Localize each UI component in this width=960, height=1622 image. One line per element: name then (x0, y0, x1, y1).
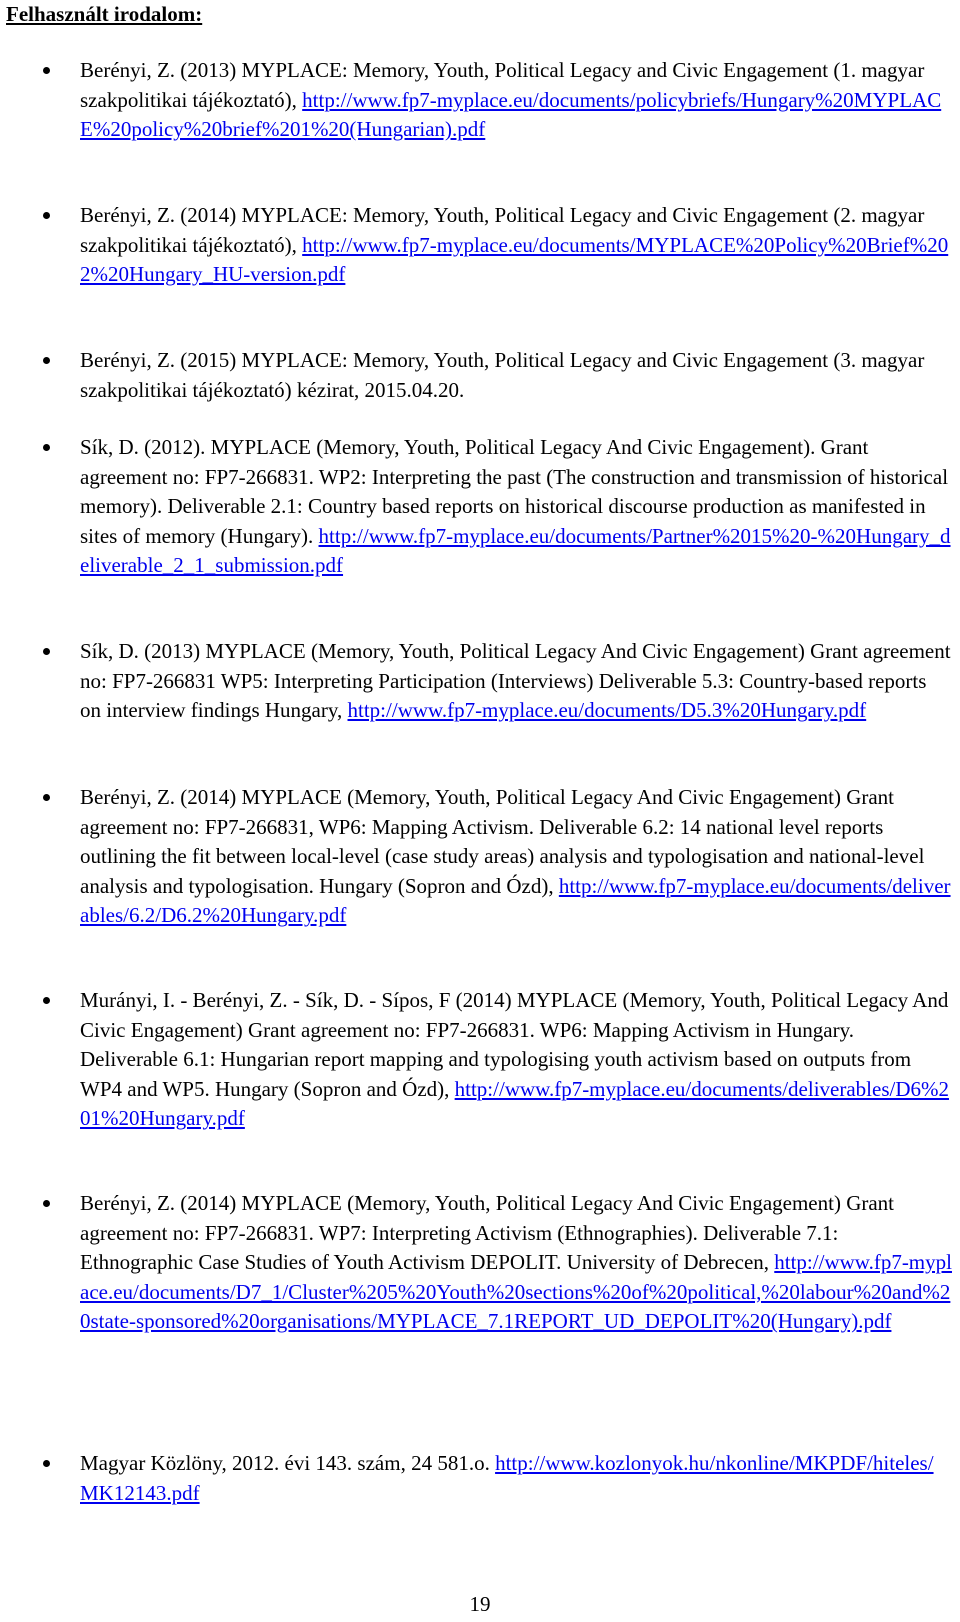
reference-text: Berényi, Z. (2013) MYPLACE: Memory, Youth, Political Legacy and Civic Engagement (1. magyar szakpolitikai tájékoztató), (80, 58, 925, 112)
reference-item (80, 346, 952, 405)
bullet-icon (43, 794, 50, 801)
reference-item (80, 201, 952, 290)
bullet-icon (43, 212, 50, 219)
reference-text: Murányi, I. - Berényi, Z. - Sík, D. - Sípos, F (2014) MYPLACE (Memory, Youth, Political Legacy And Civic Engagement) Grant agreement no: FP7-266831. WP6: Mapping Activism in Hungary. Deliverable 6.1: Hungarian report mapping and typologising youth activism based on outputs from WP4 and WP5. Hungary (Sopron and Ózd), (80, 988, 949, 1101)
reference-item (80, 56, 952, 145)
reference-text: Berényi, Z. (2015) MYPLACE: Memory, Youth, Political Legacy and Civic Engagement (3. magyar szakpolitikai tájékoztató) kézirat, 2015.04.20. (80, 348, 925, 402)
reference-text: Berényi, Z. (2014) MYPLACE (Memory, Youth, Political Legacy And Civic Engagement) Grant agreement no: FP7-266831, WP6: Mapping Activism. Deliverable 6.2: 14 national level reports outlining the fit between local-level (case study areas) analysis and typologisation and national-level analysis and typologisation. Hungary (Sopron and Ózd), (80, 785, 925, 898)
bullet-icon (43, 67, 50, 74)
page-heading: Felhasznált irodalom: (6, 2, 203, 26)
reference-link[interactable]: http://www.kozlonyok.hu/nkonline/MKPDF/hiteles/MK12143.pdf (80, 1451, 934, 1505)
reference-link[interactable]: http://www.fp7-myplace.eu/documents/deliverables/D6%201%20Hungary.pdf (80, 1076, 949, 1131)
reference-text: Sík, D. (2013) MYPLACE (Memory, Youth, Political Legacy And Civic Engagement) Grant agreement no: FP7-266831 WP5: Interpreting Participation (Interviews) Deliverable 5.3: Country-based reports on interview findings Hungary, (80, 639, 951, 723)
bullet-icon (43, 648, 50, 655)
reference-item (80, 1189, 952, 1337)
reference-link[interactable]: http://www.fp7-myplace.eu/documents/policybriefs/Hungary%20MYPLACE%20policy%20brief%201%20(Hungarian).pdf (80, 87, 942, 142)
reference-link[interactable]: http://www.fp7-myplace.eu/documents/MYPLACE%20Policy%20Brief%202%20Hungary_HU-version.pdf (80, 232, 949, 287)
reference-text: Sík, D. (2012). MYPLACE (Memory, Youth, Political Legacy And Civic Engagement). Grant agreement no: FP7-266831. WP2: Interpreting the past (The construction and transmission of historical memory). Deliverable 2.1: Country based reports on historical discourse production as manifested in sites of memory (Hungary). (80, 435, 949, 548)
reference-item (80, 433, 952, 581)
reference-item (80, 986, 952, 1134)
bullet-icon (43, 1200, 50, 1207)
reference-text: Berényi, Z. (2014) MYPLACE (Memory, Youth, Political Legacy And Civic Engagement) Grant agreement no: FP7-266831. WP7: Interpreting Activism (Ethnographies). Deliverable 7.1: Ethnographic Case Studies of Youth Activism DEPOLIT. University of Debrecen, (80, 1191, 895, 1275)
reference-item (80, 1449, 952, 1508)
reference-link[interactable]: http://www.fp7-myplace.eu/documents/Partner%2015%20-%20Hungary_deliverable_2_1_submission.pdf (80, 523, 951, 578)
page-number: 19 (469, 1592, 491, 1616)
reference-text: Berényi, Z. (2014) MYPLACE: Memory, Youth, Political Legacy and Civic Engagement (2. magyar szakpolitikai tájékoztató), (80, 203, 925, 257)
bullet-icon (43, 997, 50, 1004)
reference-link[interactable]: http://www.fp7-myplace.eu/documents/D5.3%20Hungary.pdf (347, 698, 867, 723)
reference-link[interactable]: http://www.fp7-myplace.eu/documents/D7_1/Cluster%205%20Youth%20sections%20of%20political,%20labour%20and%20state-sponsored%20organisations/MYPLACE_7.1REPORT_UD_DEPOLIT%20(Hungary).pdf (80, 1250, 952, 1334)
reference-text: Magyar Közlöny, 2012. évi 143. szám, 24 581.o. (80, 1451, 496, 1475)
reference-item (80, 783, 952, 931)
reference-link[interactable]: http://www.fp7-myplace.eu/documents/deliverables/6.2/D6.2%20Hungary.pdf (80, 873, 951, 928)
bullet-icon (43, 357, 50, 364)
bullet-icon (43, 1460, 50, 1467)
bullet-icon (43, 444, 50, 451)
reference-item (80, 637, 952, 726)
